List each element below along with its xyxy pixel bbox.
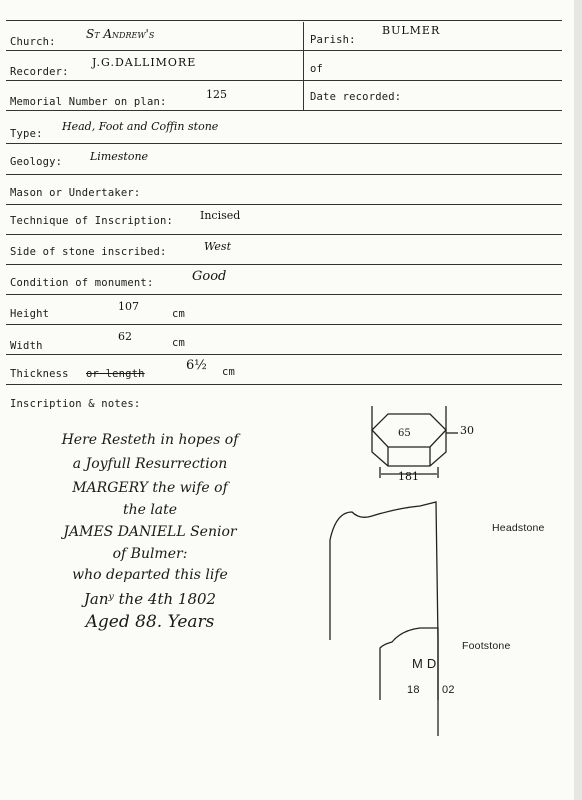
footstone-initials: M D bbox=[412, 656, 437, 671]
geology-label: Geology: bbox=[10, 156, 63, 168]
height-label: Height bbox=[10, 308, 50, 320]
memorial-value: 125 bbox=[206, 88, 227, 101]
scan-edge bbox=[574, 0, 582, 800]
inscription-line-4: the late bbox=[122, 502, 178, 518]
side-label: Side of stone inscribed: bbox=[10, 246, 167, 258]
side-value: West bbox=[204, 240, 231, 253]
footstone-drawing bbox=[380, 628, 438, 736]
height-value: 107 bbox=[118, 300, 139, 313]
thickness-unit: cm bbox=[222, 366, 236, 378]
recorder-label: Recorder: bbox=[10, 66, 69, 78]
church-label: Church: bbox=[10, 36, 56, 48]
type-value: Head, Foot and Coffin stone bbox=[62, 120, 219, 133]
parish-value: BULMER bbox=[382, 24, 441, 37]
inscription-line-7: who departed this life bbox=[72, 567, 228, 583]
memorial-label: Memorial Number on plan: bbox=[10, 96, 167, 108]
height-unit: cm bbox=[172, 308, 186, 320]
inscription-line-6: of Bulmer: bbox=[112, 546, 188, 562]
inscription-line-8: Janʸ the 4th 1802 bbox=[83, 590, 217, 608]
type-label: Type: bbox=[10, 128, 43, 140]
geology-value: Limestone bbox=[90, 150, 149, 163]
inscription-line-1: Here Resteth in hopes of bbox=[61, 432, 239, 448]
thickness-value: 6½ bbox=[186, 358, 207, 373]
mason-label: Mason or Undertaker: bbox=[10, 187, 141, 199]
thickness-struck-text: or length bbox=[86, 368, 145, 380]
inscription-line-9: Aged 88. Years bbox=[85, 612, 215, 632]
church-value: St Andrew's bbox=[86, 27, 155, 41]
coffin-stone-drawing bbox=[372, 406, 458, 478]
technique-label: Technique of Inscription: bbox=[10, 215, 174, 227]
parish-label: Parish: bbox=[310, 34, 356, 46]
inscription-line-3: MARGERY the wife of bbox=[72, 480, 228, 496]
inscription-line-2: a Joyfull Resurrection bbox=[72, 456, 228, 472]
recorder-value: J.G.DALLIMORE bbox=[92, 56, 197, 69]
footstone-label: Footstone bbox=[462, 640, 511, 652]
of-label: of bbox=[310, 63, 324, 75]
footstone-year-right: 02 bbox=[442, 684, 455, 696]
width-label: Width bbox=[10, 340, 43, 352]
coffin-length-dim: 181 bbox=[398, 470, 419, 483]
headstone-drawing bbox=[330, 502, 438, 640]
condition-value: Good bbox=[192, 269, 227, 284]
date-label: Date recorded: bbox=[310, 91, 402, 103]
width-value: 62 bbox=[118, 330, 132, 343]
width-unit: cm bbox=[172, 337, 186, 349]
condition-label: Condition of monument: bbox=[10, 277, 154, 289]
headstone-label: Headstone bbox=[492, 522, 545, 534]
inscription-label: Inscription & notes: bbox=[10, 398, 141, 410]
inscription-line-5: JAMES DANIELL Senior bbox=[63, 524, 237, 540]
thickness-label: Thickness bbox=[10, 368, 69, 380]
coffin-side-dim: 30 bbox=[460, 424, 474, 437]
technique-value: Incised bbox=[200, 209, 241, 222]
footstone-year-left: 18 bbox=[407, 684, 420, 696]
coffin-top-dim: 65 bbox=[398, 428, 411, 439]
